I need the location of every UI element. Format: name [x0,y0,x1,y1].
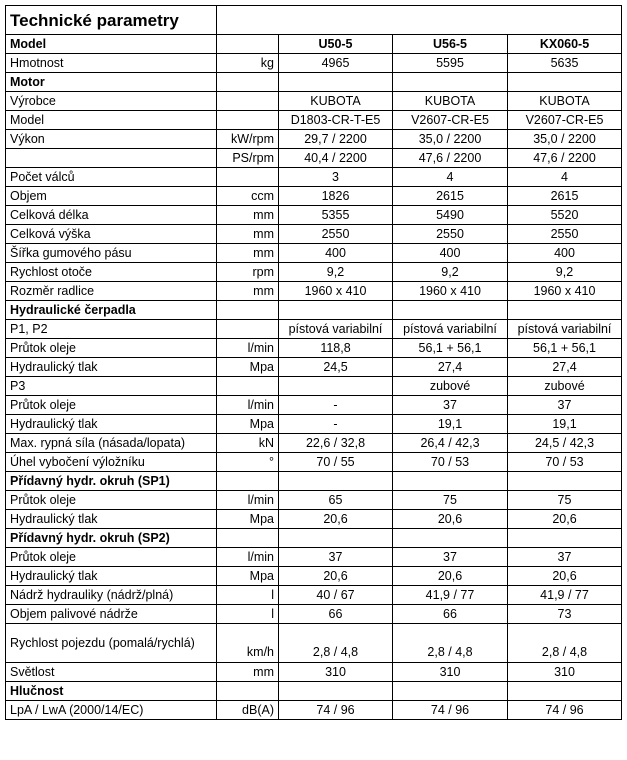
row-value-1: 1960 x 410 [279,282,393,301]
row-value-1: 400 [279,244,393,263]
section-filler [508,73,622,92]
row-value-3: 20,6 [508,510,622,529]
row-value-2: 400 [393,244,508,263]
row-unit: l/min [217,548,279,567]
row-value-1: 310 [279,663,393,682]
row-value-2: 20,6 [393,510,508,529]
section-title: Přídavný hydr. okruh (SP1) [6,472,217,491]
row-value-2: 20,6 [393,567,508,586]
section-row [6,301,622,320]
section-filler [279,529,393,548]
model-kx060-5: KX060-5 [508,35,622,54]
spec-table-container [5,5,622,720]
row-value-2: 5490 [393,206,508,225]
row-value-2: 70 / 53 [393,453,508,472]
row-label: Celková výška [6,225,217,244]
row-label: P1, P2 [6,320,217,339]
row-value-1: D1803-CR-T-E5 [279,111,393,130]
row-label: Celková délka [6,206,217,225]
row-value-3: 47,6 / 2200 [508,149,622,168]
table-row [6,358,622,377]
row-value-2: zubové [393,377,508,396]
row-label: P3 [6,377,217,396]
section-filler [508,472,622,491]
row-unit: mm [217,244,279,263]
row-value-2: KUBOTA [393,92,508,111]
spec-table [5,5,622,720]
row-value-1: pístová variabilní [279,320,393,339]
section-filler [279,73,393,92]
model-u56-5: U56-5 [393,35,508,54]
section-filler [279,301,393,320]
row-value-2: 35,0 / 2200 [393,130,508,149]
row-value-3: 56,1 + 56,1 [508,339,622,358]
section-row [6,472,622,491]
row-label: Rozměr radlice [6,282,217,301]
row-value-2: 2550 [393,225,508,244]
row-value-3: 310 [508,663,622,682]
row-value-1: 1826 [279,187,393,206]
section-filler [279,472,393,491]
row-value-1: 2550 [279,225,393,244]
row-value-1: 70 / 55 [279,453,393,472]
row-value-3: 73 [508,605,622,624]
row-value-3: 37 [508,396,622,415]
row-value-3: 74 / 96 [508,701,622,720]
table-row [6,605,622,624]
section-filler [217,682,279,701]
row-value-3: 4 [508,168,622,187]
table-row [6,510,622,529]
row-value-3: 20,6 [508,567,622,586]
row-value-1: 20,6 [279,510,393,529]
row-label: Počet válců [6,168,217,187]
row-unit: mm [217,282,279,301]
row-label: Výkon [6,130,217,149]
row-value-3: 41,9 / 77 [508,586,622,605]
row-value-3: 2,8 / 4,8 [508,624,622,663]
row-value-3: 400 [508,244,622,263]
row-value-1: - [279,415,393,434]
table-row [6,377,622,396]
row-unit: l [217,605,279,624]
row-value-3: 35,0 / 2200 [508,130,622,149]
row-value-2: 26,4 / 42,3 [393,434,508,453]
row-value-3: 37 [508,548,622,567]
row-unit: mm [217,225,279,244]
section-row [6,682,622,701]
row-value-1: 74 / 96 [279,701,393,720]
row-unit: kN [217,434,279,453]
row-value-1: 29,7 / 2200 [279,130,393,149]
row-label: Úhel vybočení výložníku [6,453,217,472]
row-value-3: 1960 x 410 [508,282,622,301]
table-row [6,663,622,682]
table-title: Technické parametry [6,6,217,35]
row-value-2: 41,9 / 77 [393,586,508,605]
row-label: Objem [6,187,217,206]
row-value-1: 40 / 67 [279,586,393,605]
section-filler [393,301,508,320]
row-unit: kW/rpm [217,130,279,149]
row-value-3: 75 [508,491,622,510]
row-unit: ccm [217,187,279,206]
row-label: Model [6,111,217,130]
table-row [6,453,622,472]
section-filler [217,73,279,92]
row-value-1: 4965 [279,54,393,73]
row-unit: mm [217,206,279,225]
row-label: Hydraulický tlak [6,415,217,434]
spec-table-body [6,6,622,720]
row-unit: l/min [217,396,279,415]
row-value-1: 65 [279,491,393,510]
row-unit: ° [217,453,279,472]
section-filler [393,73,508,92]
table-row [6,434,622,453]
row-value-2: 74 / 96 [393,701,508,720]
header-row [6,35,622,54]
table-row [6,130,622,149]
row-label: Max. rypná síla (násada/lopata) [6,434,217,453]
table-row [6,415,622,434]
table-row [6,206,622,225]
row-value-2: 37 [393,548,508,567]
row-value-2: V2607-CR-E5 [393,111,508,130]
row-unit: Mpa [217,415,279,434]
row-value-2: 66 [393,605,508,624]
row-value-3: 19,1 [508,415,622,434]
section-row [6,529,622,548]
row-label: Průtok oleje [6,491,217,510]
row-unit [217,168,279,187]
row-value-3: 2550 [508,225,622,244]
row-label: Hydraulický tlak [6,358,217,377]
row-unit [217,92,279,111]
row-value-1: 24,5 [279,358,393,377]
table-row [6,92,622,111]
table-row [6,339,622,358]
row-value-1: 20,6 [279,567,393,586]
row-value-1: 9,2 [279,263,393,282]
row-value-1: 2,8 / 4,8 [279,624,393,663]
row-unit [217,111,279,130]
table-row [6,396,622,415]
table-row [6,567,622,586]
row-label: Světlost [6,663,217,682]
table-row [6,263,622,282]
row-label: Průtok oleje [6,396,217,415]
row-label: Hydraulický tlak [6,510,217,529]
section-filler [393,472,508,491]
row-value-2: 27,4 [393,358,508,377]
row-value-2: 37 [393,396,508,415]
row-value-3: KUBOTA [508,92,622,111]
table-row [6,54,622,73]
row-unit [217,377,279,396]
row-unit: kg [217,54,279,73]
row-label: Průtok oleje [6,548,217,567]
row-label: Objem palivové nádrže [6,605,217,624]
row-value-1: 66 [279,605,393,624]
row-label: Rychlost pojezdu (pomalá/rychlá) [6,624,217,663]
row-value-3: 27,4 [508,358,622,377]
section-filler [217,301,279,320]
table-row [6,320,622,339]
table-row [6,586,622,605]
row-unit: PS/rpm [217,149,279,168]
row-value-3: 5635 [508,54,622,73]
row-value-1: 37 [279,548,393,567]
row-value-1 [279,377,393,396]
row-value-3: V2607-CR-E5 [508,111,622,130]
row-value-2: 2615 [393,187,508,206]
row-label: Výrobce [6,92,217,111]
table-row [6,187,622,206]
header-label: Model [6,35,217,54]
row-unit [217,320,279,339]
row-value-2: pístová variabilní [393,320,508,339]
table-row [6,491,622,510]
table-row [6,168,622,187]
row-unit: mm [217,663,279,682]
section-title: Hlučnost [6,682,217,701]
table-row [6,701,622,720]
row-label: Šířka gumového pásu [6,244,217,263]
row-value-1: - [279,396,393,415]
row-value-1: 40,4 / 2200 [279,149,393,168]
title-row [6,6,622,35]
row-label: Hmotnost [6,54,217,73]
section-filler [217,472,279,491]
row-value-3: 9,2 [508,263,622,282]
section-filler [508,682,622,701]
row-value-2: 56,1 + 56,1 [393,339,508,358]
row-value-3: zubové [508,377,622,396]
row-value-1: 118,8 [279,339,393,358]
section-filler [217,529,279,548]
section-filler [279,682,393,701]
row-value-2: 310 [393,663,508,682]
section-row [6,73,622,92]
row-unit: Mpa [217,510,279,529]
row-value-3: 2615 [508,187,622,206]
row-unit: l/min [217,491,279,510]
row-label: Průtok oleje [6,339,217,358]
section-filler [508,301,622,320]
row-label [6,149,217,168]
row-unit: rpm [217,263,279,282]
row-value-1: 3 [279,168,393,187]
title-filler [217,6,622,35]
row-unit: Mpa [217,567,279,586]
row-unit: dB(A) [217,701,279,720]
section-title: Přídavný hydr. okruh (SP2) [6,529,217,548]
header-unit [217,35,279,54]
row-value-3: 70 / 53 [508,453,622,472]
section-filler [508,529,622,548]
row-label: Hydraulický tlak [6,567,217,586]
table-row [6,282,622,301]
row-value-2: 4 [393,168,508,187]
row-value-2: 1960 x 410 [393,282,508,301]
row-label: LpA / LwA (2000/14/EC) [6,701,217,720]
table-row [6,244,622,263]
row-value-3: 5520 [508,206,622,225]
model-u50-5: U50-5 [279,35,393,54]
row-value-3: pístová variabilní [508,320,622,339]
table-row [6,624,622,663]
row-label: Rychlost otoče [6,263,217,282]
row-value-2: 9,2 [393,263,508,282]
row-value-1: KUBOTA [279,92,393,111]
row-unit: l/min [217,339,279,358]
row-value-1: 22,6 / 32,8 [279,434,393,453]
row-value-1: 5355 [279,206,393,225]
row-unit: km/h [217,624,279,663]
row-label: Nádrž hydrauliky (nádrž/plná) [6,586,217,605]
row-value-2: 47,6 / 2200 [393,149,508,168]
table-row [6,111,622,130]
row-unit: Mpa [217,358,279,377]
row-value-2: 75 [393,491,508,510]
row-unit: l [217,586,279,605]
table-row [6,225,622,244]
section-filler [393,529,508,548]
row-value-2: 5595 [393,54,508,73]
table-row [6,149,622,168]
row-value-2: 19,1 [393,415,508,434]
row-value-2: 2,8 / 4,8 [393,624,508,663]
section-title: Hydraulické čerpadla [6,301,217,320]
section-title: Motor [6,73,217,92]
section-filler [393,682,508,701]
table-row [6,548,622,567]
row-value-3: 24,5 / 42,3 [508,434,622,453]
